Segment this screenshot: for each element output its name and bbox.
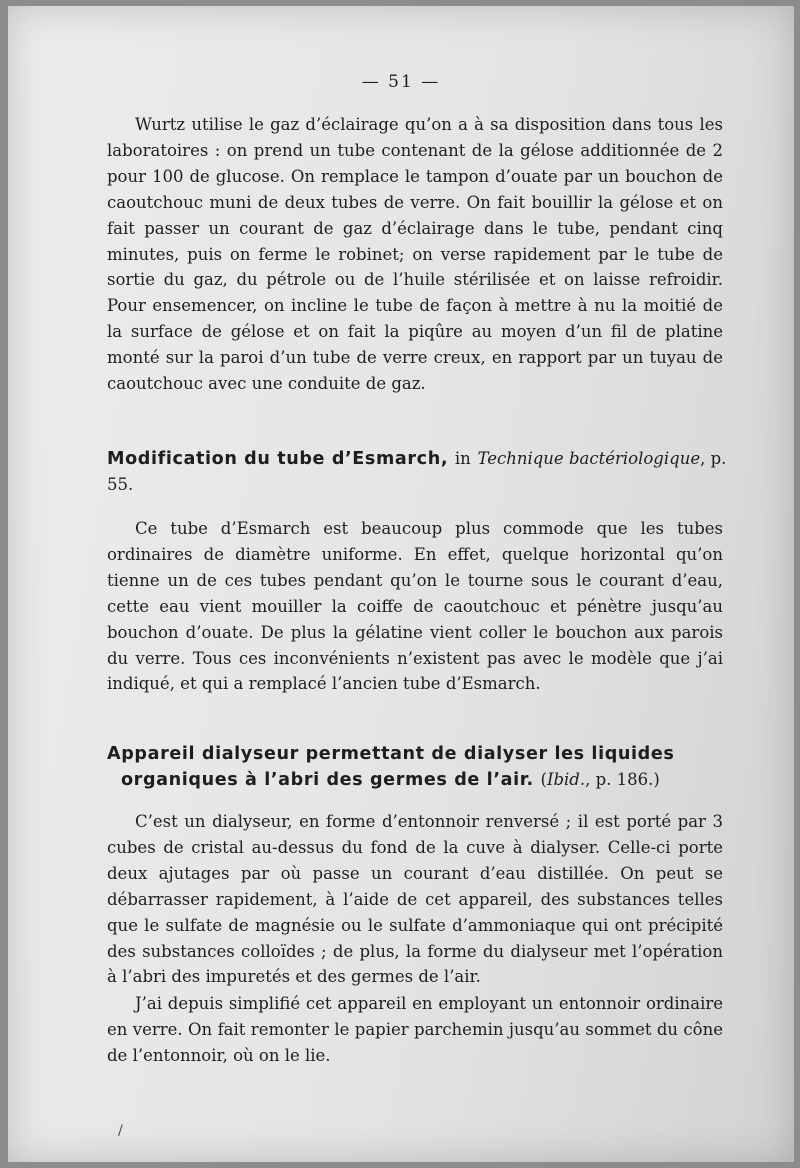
heading-ref-page: , p. 186.): [585, 770, 660, 789]
heading-title: Modification du tube d’Esmarch,: [107, 449, 449, 469]
scanned-page: [8, 6, 794, 1162]
heading-line-1: Appareil dialyseur permettant de dialyser les liquides: [107, 744, 675, 764]
margin-mark: /: [118, 1123, 123, 1139]
paragraph-dialyseur-2: J’ai depuis simplifié cet appareil en employant un entonnoir ordinaire en verre. On fait remonter le papier parchemin jusqu’au sommet du cône de l’entonnoir, où on le lie.: [107, 994, 723, 1065]
paragraph-esmarch: Ce tube d’Esmarch est beaucoup plus commode que les tubes ordinaires de diamètre uniforme. En effet, quelque horizontal qu’on tienne un de ces tubes pendant qu’on le tourne sous le courant d’eau, cette eau vient mouiller la coiffe de caoutchouc et pénètre jusqu’au bouchon d’ouate. De plus la gélatine vient coller le bouchon aux parois du verre. Tous ces inconvénients n’existent pas avec le modèle que j’ai indiqué, et qui a remplacé l’ancien tube d’Esmarch.: [107, 519, 723, 694]
heading-ref-title: Ibid.: [546, 770, 586, 789]
paragraph-wurtz: Wurtz utilise le gaz d’éclairage qu’on a à sa disposition dans tous les laboratoires : on prend un tube contenant de la gélose additionnée de 2 pour 100 de glucose. On remplace le tampon d’ouate par un bouchon de caoutchouc muni de deux tubes de verre. On fait bouillir la gélose et on fait passer un courant de gaz d’éclairage dans le tube, pendant cinq minutes, puis on ferme le robinet; on verse rapidement par le tube de sortie du gaz, du pétrole ou de l’huile stérilisée et on laisse refroidir. Pour ensemencer, on incline le tube de façon à mettre à nu la moitié de la surface de gélose et on fait la piqûre au moyen d’un fil de platine monté sur la paroi d’un tube de verre creux, en rapport par un tuyau de caoutchouc avec une conduite de gaz.: [107, 115, 723, 394]
section-heading-esmarch: [107, 446, 727, 498]
page-number: — 51 —: [361, 72, 441, 92]
heading-line-2-text: organiques à l’abri des germes de l’air.: [121, 770, 534, 790]
heading-line-2: [107, 767, 727, 793]
heading-ref-page: , p. 55.: [107, 449, 727, 494]
heading-ref-prefix: in: [454, 449, 471, 468]
section-heading-dialyseur: [107, 741, 727, 793]
heading-ref-title: Technique bactériologique: [477, 449, 701, 468]
heading-ref-open: (: [540, 770, 547, 789]
paragraph-dialyseur-1: C’est un dialyseur, en forme d’entonnoir renversé ; il est porté par 3 cubes de cristal au-dessus du fond de la cuve à dialyser. Celle-ci porte deux ajutages par où passe un courant d’eau distillée. On peut se débarrasser rapidement, à l’aide de cet appareil, des substances telles que le sulfate de magnésie ou le sulfate d’ammoniaque qui ont précipité des substances colloïdes ; de plus, la forme du dialyseur met l’opération à l’abri des impuretés et des germes de l’air.: [107, 812, 723, 987]
